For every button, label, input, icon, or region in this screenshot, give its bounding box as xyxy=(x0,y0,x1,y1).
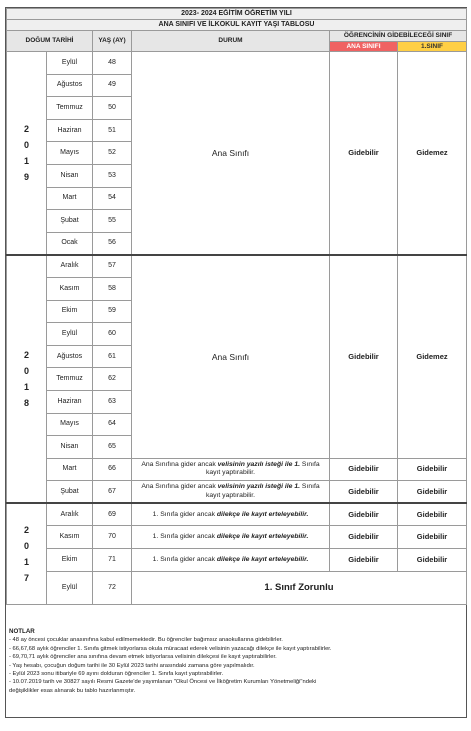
condition-emphasis: dilekçe ile kayıt erteleyebilir. xyxy=(216,533,309,541)
year-digit: 1 xyxy=(23,557,29,568)
ana-sinifi-verdict: Gidebilir xyxy=(330,458,398,481)
condition-emphasis: velisinin yazılı isteği ile 1. xyxy=(217,460,301,468)
header-birth-date: DOĞUM TARİHİ xyxy=(7,31,93,52)
registration-age-table-sheet xyxy=(5,7,467,718)
ana-sinifi-verdict: Gidebilir xyxy=(330,255,398,458)
month-cell: Aralık xyxy=(47,503,93,526)
condition-text: Ana Sınıfına gider ancak xyxy=(141,460,218,468)
month-cell: Mart xyxy=(47,187,93,210)
month-cell: Eylül xyxy=(47,571,93,604)
age-cell: 50 xyxy=(93,97,132,120)
age-table xyxy=(6,8,467,605)
age-cell: 60 xyxy=(93,323,132,346)
month-cell: Ekim xyxy=(47,549,93,572)
age-cell: 71 xyxy=(93,549,132,572)
birth-year-cell xyxy=(7,255,47,504)
note-line: - 48 ay öncesi çocuklar anasınıfına kabul edilmemektedir. Bu öğrenciler bağımsız anaokullarına gidebilirler. xyxy=(9,637,283,644)
ana-sinifi-verdict: Gidebilir xyxy=(330,503,398,526)
month-cell: Şubat xyxy=(47,481,93,504)
year-digit: 0 xyxy=(23,366,29,377)
month-cell: Ağustos xyxy=(47,74,93,97)
age-cell: 49 xyxy=(93,74,132,97)
condition-cell xyxy=(132,458,330,481)
table-row xyxy=(7,503,467,526)
age-cell: 52 xyxy=(93,142,132,165)
month-cell: Mayıs xyxy=(47,413,93,436)
condition-emphasis: dilekçe ile kayıt erteleyebilir. xyxy=(216,510,309,518)
ana-sinifi-verdict: Gidebilir xyxy=(330,526,398,549)
month-cell: Nisan xyxy=(47,436,93,459)
note-line: - Yaş hesabı, çocuğun doğum tarihi ile 30 Eylül 2023 tarihi arasındaki zamana göre yapılmalıdır. xyxy=(9,662,255,669)
note-line: - Eylül 2023 sonu itibariyle 69 ayını dolduran öğrenciler 1. Sınıfa kayıt yaptırabilirler. xyxy=(9,671,224,678)
month-cell: Ocak xyxy=(47,232,93,255)
age-cell: 61 xyxy=(93,345,132,368)
status-cell: Ana Sınıfı xyxy=(132,255,330,458)
year-digit: 1 xyxy=(23,382,29,393)
month-cell: Eylül xyxy=(47,52,93,75)
condition-text: Sınıfa kayıt yaptırabilir. xyxy=(205,483,320,499)
birth-year-cell xyxy=(7,503,47,604)
note-line: - 69,70,71 aylık öğrenciler ana sınıfına devam etmek istiyorlarsa velisinin dilekçesi ile kayıt yaptırabilirler. xyxy=(9,654,277,661)
note-line: değişiklikler esas alınarak bu tablo hazırlanmıştır. xyxy=(9,687,136,694)
month-cell: Kasım xyxy=(47,277,93,300)
condition-text: 1. Sınıfa gider ancak xyxy=(152,510,217,518)
condition-cell xyxy=(132,549,330,572)
table-row xyxy=(7,52,467,75)
age-cell: 69 xyxy=(93,503,132,526)
condition-cell xyxy=(132,526,330,549)
age-cell: 67 xyxy=(93,481,132,504)
year-digit: 7 xyxy=(23,573,29,584)
month-cell: Eylül xyxy=(47,323,93,346)
birinci-sinif-verdict: Gidemez xyxy=(398,255,467,458)
month-cell: Aralık xyxy=(47,255,93,278)
age-cell: 53 xyxy=(93,164,132,187)
year-digit: 8 xyxy=(23,398,29,409)
birinci-sinif-verdict: Gidebilir xyxy=(398,526,467,549)
month-cell: Kasım xyxy=(47,526,93,549)
table-title-line2: ANA SINIFI VE İLKOKUL KAYIT YAŞI TABLOSU xyxy=(7,20,467,31)
header-age: YAŞ (AY) xyxy=(93,31,132,52)
age-cell: 66 xyxy=(93,458,132,481)
table-row xyxy=(7,549,467,572)
table-row xyxy=(7,458,467,481)
year-digit: 0 xyxy=(23,541,29,552)
birinci-sinif-verdict: Gidebilir xyxy=(398,481,467,504)
mandatory-first-grade: 1. Sınıf Zorunlu xyxy=(132,571,467,604)
year-digit: 2 xyxy=(23,123,29,134)
age-cell: 51 xyxy=(93,119,132,142)
table-title-line1: 2023- 2024 EĞİTİM ÖĞRETİM YILI xyxy=(7,9,467,20)
note-line: - 66,67,68 aylık öğrenciler 1. Sınıfa gitmek istiyorlarsa okula müracaat ederek velisinin yazacağı dilekçe ile kayıt yaptırabilirler. xyxy=(9,645,332,652)
notes-section xyxy=(6,628,466,695)
condition-emphasis: dilekçe ile kayıt erteleyebilir. xyxy=(216,555,309,563)
year-digit: 2 xyxy=(23,525,29,536)
age-cell: 55 xyxy=(93,210,132,233)
month-cell: Nisan xyxy=(47,164,93,187)
age-cell: 63 xyxy=(93,390,132,413)
condition-text: 1. Sınıfa gider ancak xyxy=(152,533,217,541)
note-line: - 10.07.2019 tarih ve 30827 sayılı Resmi Gazete'de yayımlanan "Okul Öncesi ve İlköğretim Kurumları Yönetmeliği"ndeki xyxy=(9,679,317,686)
notes-title: NOTLAR xyxy=(9,628,35,635)
ana-sinifi-verdict: Gidebilir xyxy=(330,481,398,504)
birinci-sinif-verdict: Gidemez xyxy=(398,52,467,255)
birinci-sinif-verdict: Gidebilir xyxy=(398,458,467,481)
age-cell: 57 xyxy=(93,255,132,278)
year-digit: 0 xyxy=(23,139,29,150)
condition-text: 1. Sınıfa gider ancak xyxy=(152,555,217,563)
age-cell: 62 xyxy=(93,368,132,391)
age-cell: 70 xyxy=(93,526,132,549)
month-cell: Temmuz xyxy=(47,97,93,120)
condition-cell xyxy=(132,481,330,504)
birinci-sinif-verdict: Gidebilir xyxy=(398,549,467,572)
table-row xyxy=(7,481,467,504)
month-cell: Ağustos xyxy=(47,345,93,368)
table-row xyxy=(7,255,467,278)
header-can-go: ÖĞRENCİNİN GİDEBİLECEĞİ SINIF xyxy=(330,31,467,42)
year-digit: 9 xyxy=(23,171,29,182)
year-digit: 1 xyxy=(23,155,29,166)
condition-text: Sınıfa kayıt yaptırabilir. xyxy=(205,460,320,477)
age-cell: 65 xyxy=(93,436,132,459)
age-cell: 48 xyxy=(93,52,132,75)
age-cell: 58 xyxy=(93,277,132,300)
condition-text: Ana Sınıfına gider ancak xyxy=(141,483,218,491)
age-cell: 59 xyxy=(93,300,132,323)
condition-cell xyxy=(132,503,330,526)
age-cell: 54 xyxy=(93,187,132,210)
table-row xyxy=(7,571,467,604)
header-birinci-sinif: 1.SINIF xyxy=(398,42,467,52)
condition-emphasis: velisinin yazılı isteği ile 1. xyxy=(217,483,301,491)
month-cell: Şubat xyxy=(47,210,93,233)
age-cell: 64 xyxy=(93,413,132,436)
ana-sinifi-verdict: Gidebilir xyxy=(330,549,398,572)
age-cell: 56 xyxy=(93,232,132,255)
month-cell: Mayıs xyxy=(47,142,93,165)
header-status: DURUM xyxy=(132,31,330,52)
month-cell: Ekim xyxy=(47,300,93,323)
table-row xyxy=(7,526,467,549)
status-cell: Ana Sınıfı xyxy=(132,52,330,255)
month-cell: Haziran xyxy=(47,390,93,413)
birth-year-cell xyxy=(7,52,47,255)
ana-sinifi-verdict: Gidebilir xyxy=(330,52,398,255)
month-cell: Temmuz xyxy=(47,368,93,391)
age-cell: 72 xyxy=(93,571,132,604)
birinci-sinif-verdict: Gidebilir xyxy=(398,503,467,526)
year-digit: 2 xyxy=(23,350,29,361)
month-cell: Haziran xyxy=(47,119,93,142)
header-ana-sinifi: ANA SINIFI xyxy=(330,42,398,52)
month-cell: Mart xyxy=(47,458,93,481)
